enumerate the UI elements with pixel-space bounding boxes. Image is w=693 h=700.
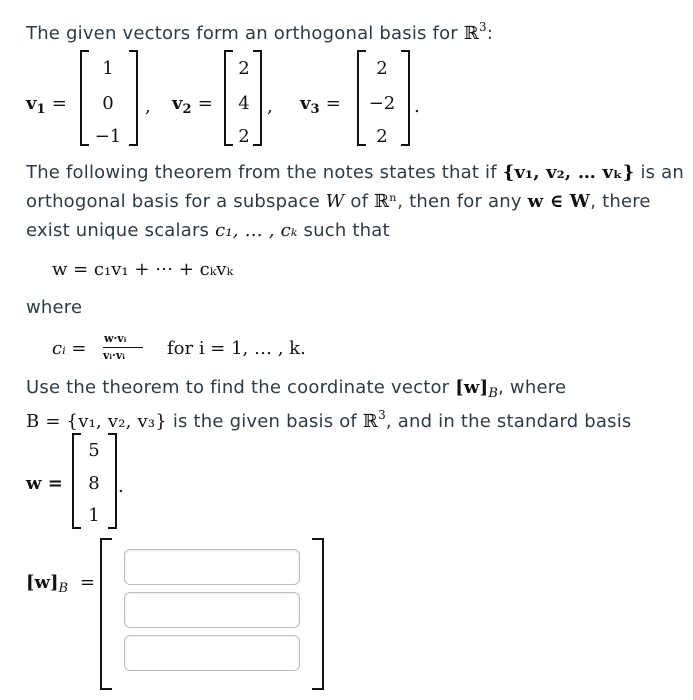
basis-set: {v₁, v₂, … vₖ} — [502, 162, 635, 183]
r3-symbol: ℝ$^3$ — [463, 20, 487, 44]
v3-label: $v_3$ = — [300, 93, 341, 117]
answer-input-1[interactable] — [124, 549, 300, 585]
v3-entry-1: 2 — [376, 58, 388, 79]
w-separator: . — [118, 476, 124, 497]
v2-entry-1: 2 — [238, 58, 250, 79]
answer-bracket-right — [312, 538, 324, 690]
answer-bracket-left — [100, 538, 112, 690]
w-bracket-right — [108, 433, 117, 529]
v2-entry-3: 2 — [238, 126, 250, 147]
intro-text: The given vectors form an orthogonal basis for ℝ$^3$: — [26, 20, 494, 44]
task-line-2: B = {v₁, v₂, v₃} is the given basis of ℝ$^3$, and in the standard basis — [26, 408, 632, 432]
v2-bracket-right — [253, 50, 262, 146]
coef-range: for i = 1, … , k. — [167, 338, 306, 359]
coef-numerator: w·vᵢ — [104, 332, 127, 345]
coef-lhs: cᵢ = — [52, 338, 87, 359]
v1-label: $v_1$ = — [26, 93, 67, 117]
v2-separator: , — [267, 96, 273, 117]
v1-separator: , — [145, 96, 151, 117]
answer-input-2[interactable] — [124, 592, 300, 628]
v3-separator: . — [414, 96, 420, 117]
v1-entry-2: 0 — [102, 93, 114, 114]
v1-bracket-right — [129, 50, 138, 146]
answer-input-3[interactable] — [124, 635, 300, 671]
v2-label: $v_2$ = — [172, 93, 213, 117]
v1-entry-3: −1 — [94, 126, 122, 147]
answer-label: $[w]_B$ = — [26, 572, 95, 596]
v3-bracket-right — [401, 50, 410, 146]
theorem-line-1: The following theorem from the notes states that if {v₁, v₂, … vₖ} is an — [26, 162, 685, 183]
w-label: w = — [26, 473, 63, 494]
v3-entry-3: 2 — [376, 126, 388, 147]
theorem-line-3: exist unique scalars c₁, … , cₖ such that — [26, 220, 390, 241]
w-entry-1: 5 — [88, 440, 100, 461]
v2-entry-2: 4 — [238, 93, 250, 114]
fraction-bar — [103, 347, 143, 348]
task-line-1: Use the theorem to find the coordinate vector $[w]_B$, where — [26, 377, 567, 401]
theorem-line-2: orthogonal basis for a subspace W of ℝⁿ, then for any w ∈ W, there — [26, 191, 651, 212]
w-entry-3: 1 — [88, 505, 100, 526]
v1-entry-1: 1 — [102, 58, 114, 79]
v3-entry-2: −2 — [368, 93, 396, 114]
where-label: where — [26, 297, 83, 318]
linear-combination-equation: w = c₁v₁ + ⋯ + cₖvₖ — [52, 259, 234, 280]
coef-denominator: vᵢ·vᵢ — [103, 349, 125, 362]
w-entry-2: 8 — [88, 473, 100, 494]
